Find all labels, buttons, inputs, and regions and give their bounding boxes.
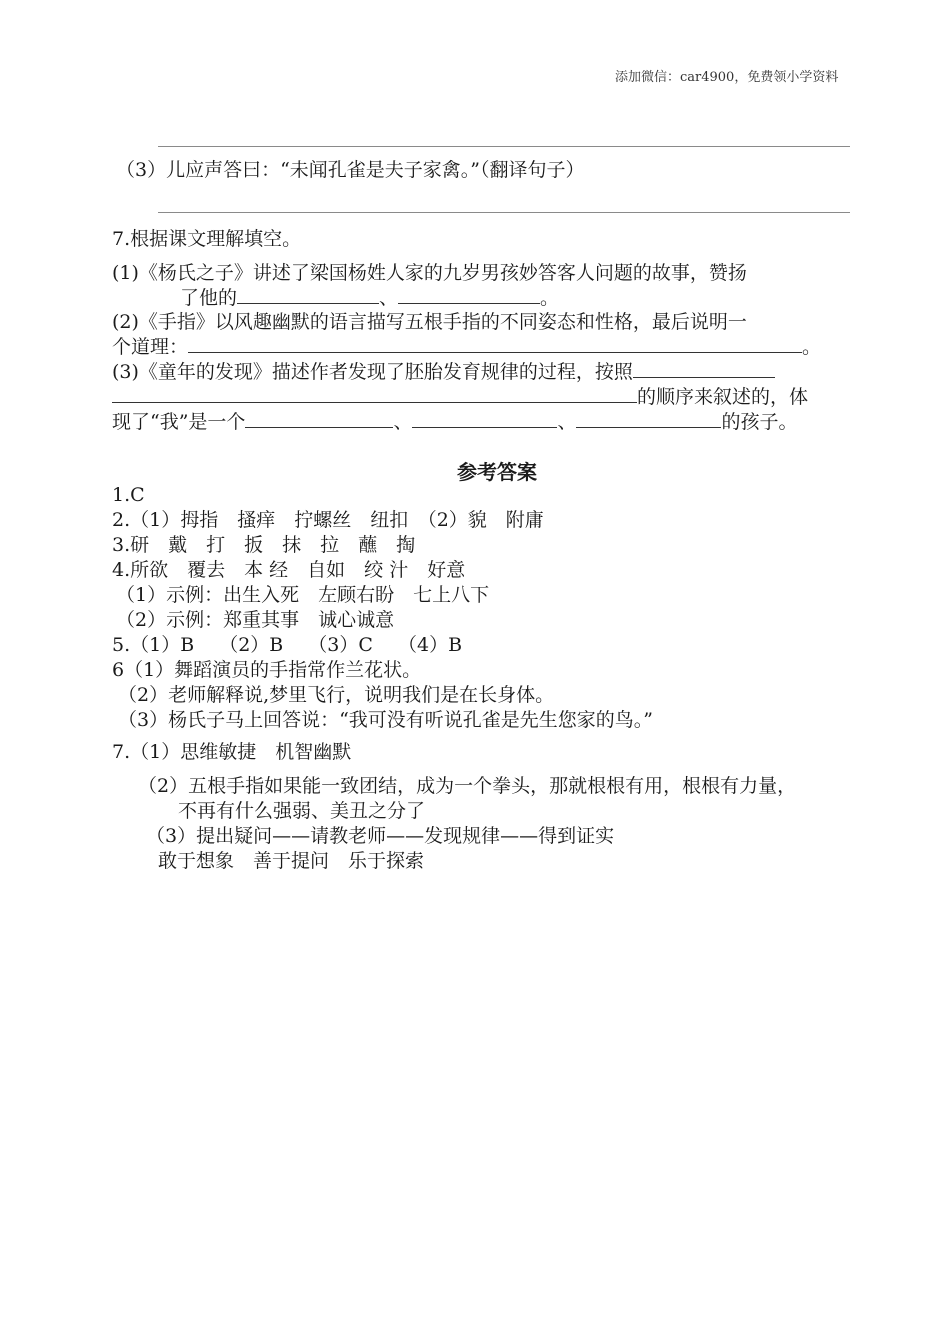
question-7-1-line1: (1)《杨氏之子》讲述了梁国杨姓人家的九岁男孩妙答客人问题的故事，赞扬 (112, 262, 747, 284)
answer-line (158, 212, 850, 213)
answer-line-7-3-cont: 敢于想象 善于提问 乐于探索 (158, 850, 425, 872)
fill-blank[interactable] (398, 285, 540, 304)
question-7-title: 7.根据课文理解填空。 (112, 228, 302, 250)
question-7-3-end: 的孩子。 (721, 411, 798, 433)
answer-line-7-3: （3）提出疑问——请教老师——发现规律——得到证实 (146, 825, 615, 847)
question-7-1-prefix: 了他的 (180, 287, 238, 309)
question-7-2-line1: (2)《手指》以风趣幽默的语言描写五根手指的不同姿态和性格，最后说明一 (112, 311, 747, 333)
answer-line-5: 5.（1）B （2）B （3）C （4）B (112, 634, 463, 656)
period: 。 (802, 336, 822, 358)
fill-blank[interactable] (412, 409, 557, 428)
question-6-3: （3）儿应声答曰：“未闻孔雀是夫子家禽。”（翻译句子） (116, 159, 585, 181)
fill-blank[interactable] (112, 384, 637, 403)
question-7-2-prefix: 个道理： (112, 336, 189, 358)
answer-line-4-1: （1）示例：出生入死 左顾右盼 七上八下 (116, 584, 490, 606)
answer-line-6-1: 6（1）舞蹈演员的手指常作兰花状。 (112, 659, 422, 681)
answer-line-7-2: （2）五根手指如果能一致团结，成为一个拳头，那就根根有用，根根有力量， (138, 775, 797, 797)
question-7-3-suffix-start: 现了“我”是一个 (112, 411, 246, 433)
answer-line-7-1: 7.（1）思维敏捷 机智幽默 (112, 741, 352, 763)
separator: 、 (379, 287, 399, 309)
question-7-3-line2 (112, 384, 808, 410)
watermark-text: 添加微信：car4900，免费领小学资料 (615, 70, 839, 85)
answer-line (158, 146, 850, 147)
answer-line-4-2: （2）示例：郑重其事 诚心诚意 (116, 609, 395, 631)
answer-line-3: 3.研 戴 打 扳 抹 拉 蘸 掏 (112, 534, 416, 556)
answer-line-6-3: （3）杨氏子马上回答说：“我可没有听说孔雀是先生您家的鸟。” (118, 709, 654, 731)
answer-line-1: 1.C (112, 484, 145, 506)
answer-line-4: 4.所欲 覆去 本 经 自如 绞 汁 好意 (112, 559, 466, 581)
fill-blank[interactable] (245, 409, 393, 428)
period: 。 (540, 287, 560, 309)
answers-heading: 参考答案 (457, 460, 537, 484)
separator: 、 (393, 411, 413, 433)
answer-line-2: 2.（1）拇指 搔痒 拧螺丝 纽扣 （2）貌 附庸 (112, 509, 544, 531)
question-7-1-line2 (180, 285, 559, 311)
answer-line-6-2: （2）老师解释说,梦里飞行，说明我们是在长身体。 (118, 684, 555, 706)
fill-blank[interactable] (576, 409, 721, 428)
question-7-3-line3 (112, 409, 797, 435)
question-7-3-middle: 的顺序来叙述的，体 (637, 386, 809, 408)
question-7-2-line2 (112, 334, 821, 360)
separator: 、 (557, 411, 577, 433)
fill-blank[interactable] (188, 334, 802, 353)
fill-blank[interactable] (237, 285, 379, 304)
question-7-3-prefix: (3)《童年的发现》描述作者发现了胚胎发育规律的过程，按照 (112, 361, 633, 383)
question-7-3-line1 (112, 359, 775, 385)
answer-line-7-2-cont: 不再有什么强弱、美丑之分了 (178, 800, 426, 822)
fill-blank[interactable] (633, 359, 775, 378)
